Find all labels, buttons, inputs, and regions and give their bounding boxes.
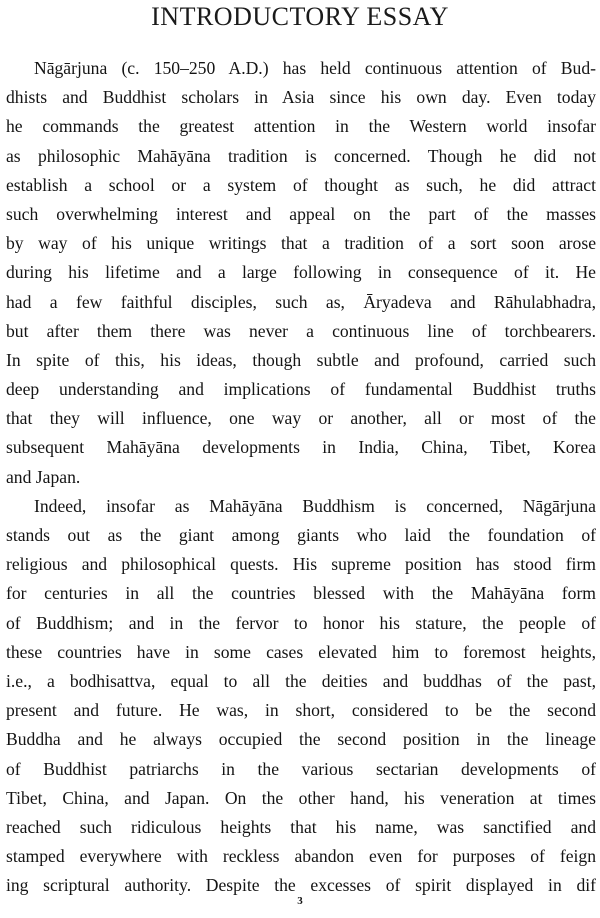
text-line: such overwhelming interest and appeal on the part of the masses	[6, 203, 596, 224]
text-line: of Buddhism; and in the fervor to honor his stature, the people of	[6, 612, 596, 633]
text-line: religious and philosophical quests. His supreme position has stood firm	[6, 554, 596, 575]
text-line: subsequent Mahāyāna developments in India, China, Tibet, Korea	[6, 437, 596, 458]
page-number: 3	[297, 895, 303, 907]
text-line: as philosophic Mahāyāna tradition is concerned. Though he did not	[6, 145, 596, 166]
paragraph-1	[6, 54, 596, 492]
page-title: INTRODUCTORY ESSAY	[151, 2, 449, 31]
text-line: by way of his unique writings that a tradition of a sort soon arose	[6, 233, 596, 254]
text-line: deep understanding and implications of fundamental Buddhist truths	[6, 379, 596, 400]
text-line: Nāgārjuna (c. 150–250 A.D.) has held continuous attention of Bud-	[34, 58, 596, 78]
text-line: establish a school or a system of thought as such, he did attract	[6, 174, 596, 195]
text-line: during his lifetime and a large following in consequence of it. He	[6, 262, 596, 283]
text-line: these countries have in some cases elevated him to foremost heights,	[6, 641, 596, 662]
text-line: that they will influence, one way or another, all or most of the	[6, 408, 596, 429]
text-line: of Buddhist patriarchs in the various sectarian developments of	[6, 758, 596, 779]
text-line: Tibet, China, and Japan. On the other hand, his veneration at times	[6, 787, 596, 808]
text-line: reached such ridiculous heights that his name, was sanctified and	[6, 816, 596, 837]
text-line: he commands the greatest attention in the Western world insofar	[6, 116, 596, 137]
paragraph-2	[6, 492, 596, 901]
text-line: present and future. He was, in short, considered to be the second	[6, 700, 596, 721]
text-line: had a few faithful disciples, such as, Āryadeva and Rāhulabhadra,	[6, 291, 596, 312]
text-line: Buddha and he always occupied the second position in the lineage	[6, 729, 596, 750]
text-line: but after them there was never a continuous line of torchbearers.	[6, 320, 596, 341]
text-line: and Japan.	[6, 466, 81, 487]
text-line: dhists and Buddhist scholars in Asia since his own day. Even today	[6, 87, 596, 108]
text-line: Indeed, insofar as Mahāyāna Buddhism is concerned, Nāgārjuna	[34, 495, 596, 516]
text-line: for centuries in all the countries blessed with the Mahāyāna form	[6, 583, 596, 604]
text-line: i.e., a bodhisattva, equal to all the deities and buddhas of the past,	[6, 670, 596, 691]
text-line: stands out as the giant among giants who laid the foundation of	[6, 525, 596, 545]
text-line: In spite of this, his ideas, though subtle and profound, carried such	[6, 349, 596, 370]
essay-body	[6, 54, 596, 900]
text-line: ing scriptural authority. Despite the excesses of spirit displayed in dif	[6, 875, 596, 896]
text-line: stamped everywhere with reckless abandon even for purposes of feign	[6, 846, 596, 867]
